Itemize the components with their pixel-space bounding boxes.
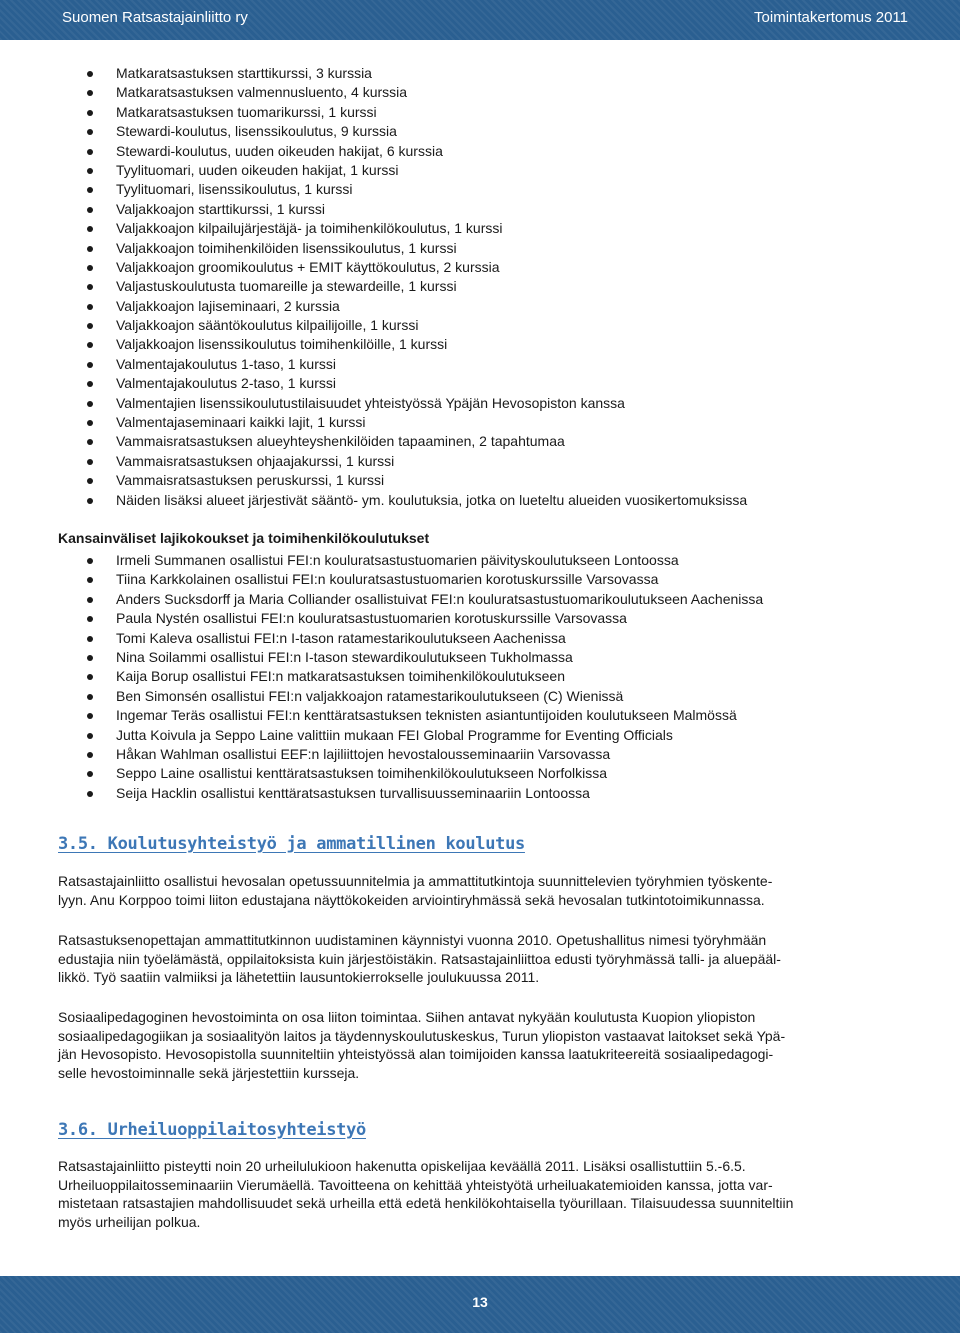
bullet-icon [87,129,93,135]
list-item-text: Matkaratsastuksen starttikurssi, 3 kurssia [116,65,372,81]
bullet-icon [87,498,93,504]
paragraph [58,1008,908,1082]
bullet-icon [87,459,93,465]
list-item [58,258,918,277]
list-item [58,764,918,783]
paragraph-line: Ratsastajainliitto osallistui hevosalan opetussuunnitelmia ja ammattitutkintoja suunnittelevien työryhmien työskente- [58,873,773,889]
list-item-text: Valmentajakoulutus 1-taso, 1 kurssi [116,355,336,372]
section-3-5-paragraph-1 [58,872,918,909]
bullet-icon [87,284,93,290]
list-item-text: Valjakkoajon lisenssikoulutus toimihenkilöille, 1 kurssi [116,336,448,353]
bullet-icon [87,636,93,642]
section-3-5-title: 3.5. Koulutusyhteistyö ja ammatillinen koulutus [58,834,525,854]
bullet-icon [87,752,93,758]
list-item [58,726,918,745]
bullet-icon [87,733,93,739]
list-item [58,277,918,296]
list-item-text: Valjastuskoulutusta tuomareille ja stewardeille, 1 kurssi [116,278,457,295]
list-item [58,609,918,628]
list-item [58,200,918,219]
header-report-title: Toimintakertomus 2011 [754,9,908,26]
paragraph-line: Ratsastuksenopettajan ammattitutkinnon uudistaminen käynnistyi vuonna 2010. Opetushallitus nimesi työryhmään [58,932,767,948]
list-item [58,180,918,199]
section-3-6-title: 3.6. Urheiluoppilaitosyhteistyö [58,1120,366,1140]
international-list [58,551,918,803]
list-item [58,219,918,238]
section-3-5 [58,834,918,854]
paragraph-line: Urheiluoppilaitosseminaariin Vierumäellä. Tavoitteena on kehittää yhteistyötä urheiluakatemioiden kanssa, jotta var- [58,1176,773,1193]
list-item-text: Stewardi-koulutus, uuden oikeuden hakijat, 6 kurssia [116,142,443,159]
bullet-icon [87,381,93,387]
bullet-icon [87,439,93,445]
list-item-text: Tiina Karkkolainen osallistui FEI:n kouluratsastustuomarien korotuskurssille Varsovassa [116,571,659,588]
list-item [58,432,918,451]
paragraph-line: Ratsastajainliitto pisteytti noin 20 urheilulukioon hakenutta opiskelijaa keväällä 2011. Lisäksi osallistuttiin 5.-6.5. [58,1158,746,1174]
list-item [58,355,918,374]
list-item-text: Valjakkoajon lajiseminaari, 2 kurssia [116,297,340,314]
list-item-text: Valmentajien lisenssikoulutustilaisuudet yhteistyössä Ypäjän Hevosopiston kanssa [116,394,625,411]
list-item-text: Valjakkoajon sääntökoulutus kilpailijoille, 1 kurssi [116,317,419,334]
list-item-text: Seija Hacklin osallistui kenttäratsastuksen turvallisuusseminaariin Lontoossa [116,784,590,801]
bullet-icon [87,71,93,77]
list-item-text: Valmentajaseminaari kaikki lajit, 1 kurssi [116,414,366,431]
list-item-text: Håkan Wahlman osallistui EEF:n lajiliittojen hevostalousseminaariin Varsovassa [116,745,611,762]
list-item [58,316,918,335]
paragraph-line: Sosiaalipedagoginen hevostoiminta on osa liiton toimintaa. Siihen antavat nykyään koulutusta Kuopion yliopiston [58,1009,756,1025]
list-item-text: Vammaisratsastuksen ohjaajakurssi, 1 kurssi [116,452,395,469]
course-list-section [58,64,918,510]
list-item [58,648,918,667]
bullet-icon [87,655,93,661]
paragraph [58,931,908,987]
list-item-text: Valjakkoajon toimihenkilöiden lisenssikoulutus, 1 kurssi [116,239,457,256]
list-item [58,551,918,570]
bullet-icon [87,558,93,564]
page-header [0,0,960,40]
page-footer [0,1276,960,1333]
list-item-text: Vammaisratsastuksen peruskurssi, 1 kurssi [116,472,385,489]
paragraph-line: likkö. Työ saatiin valmiiksi ja lähetettiin lausuntokierrokselle joulukuussa 2011. [58,969,540,986]
header-organization: Suomen Ratsastajainliitto ry [62,9,248,26]
list-item-text: Valjakkoajon groomikoulutus + EMIT käyttökoulutus, 2 kurssia [116,258,500,275]
list-item [58,297,918,316]
bullet-icon [87,265,93,271]
bullet-icon [87,616,93,622]
list-item-text: Tyylituomari, uuden oikeuden hakijat, 1 kurssi [116,161,399,178]
list-item-text: Tomi Kaleva osallistui FEI:n I-tason ratamestarikoulutukseen Aachenissa [116,629,566,646]
paragraph-line: myös urheilijan polkua. [58,1213,201,1230]
list-item-text: Näiden lisäksi alueet järjestivät sääntö- ym. koulutuksia, jotka on lueteltu alueiden vuosikertomuksissa [116,491,748,508]
list-item [58,471,918,490]
list-item [58,491,918,510]
list-item-text: Nina Soilammi osallistui FEI:n I-tason stewardikoulutukseen Tukholmassa [116,648,573,665]
bullet-icon [87,674,93,680]
list-item-text: Valmentajakoulutus 2-taso, 1 kurssi [116,375,336,392]
list-item [58,83,918,102]
bullet-icon [87,362,93,368]
bullet-icon [87,226,93,232]
section-3-5-paragraph-2 [58,931,918,987]
bullet-icon [87,401,93,407]
list-item-text: Vammaisratsastuksen alueyhteyshenkilöiden tapaaminen, 2 tapahtumaa [116,433,565,450]
international-section [58,529,918,803]
list-item-text: Stewardi-koulutus, lisenssikoulutus, 9 kurssia [116,123,397,140]
list-item-text: Ingemar Teräs osallistui FEI:n kenttäratsastuksen teknisten asiantuntijoiden koulutukseen Malmössä [116,707,737,724]
list-item [58,161,918,180]
list-item [58,706,918,725]
list-item [58,394,918,413]
bullet-icon [87,577,93,583]
paragraph [58,872,908,909]
list-item-text: Paula Nystén osallistui FEI:n kouluratsastustuomarien korotuskurssille Varsovassa [116,610,627,627]
list-item-text: Valjakkoajon starttikurssi, 1 kurssi [116,200,326,217]
list-item [58,142,918,161]
international-heading: Kansainväliset lajikokoukset ja toimihenkilökoulutukset [58,530,430,546]
bullet-icon [87,771,93,777]
list-item [58,570,918,589]
bullet-icon [87,304,93,310]
list-item-text: Jutta Koivula ja Seppo Laine valittiin mukaan FEI Global Programme for Eventing Officials [116,726,673,743]
paragraph-line: mistetaan ratsastajien mahdollisuudet sekä urheilla että edetä henkilökohtaisella työurillaan. Tilaisuudessa suunniteltiin [58,1195,794,1212]
list-item [58,452,918,471]
bullet-icon [87,323,93,329]
list-item [58,64,918,83]
list-item-text: Anders Sucksdorff ja Maria Colliander osallistuivat FEI:n kouluratsastustuomarikoulutukseen Aachenissa [116,590,764,607]
paragraph [58,1157,908,1231]
list-item-text: Irmeli Summanen osallistui FEI:n kouluratsastustuomarien päivityskoulutukseen Lontoossa [116,552,679,568]
list-item [58,784,918,803]
list-item [58,667,918,686]
list-item-text: Matkaratsastuksen tuomarikurssi, 1 kurssi [116,103,377,120]
section-3-6-paragraph-1 [58,1157,918,1231]
list-item [58,413,918,432]
bullet-icon [87,149,93,155]
bullet-icon [87,342,93,348]
list-item-text: Kaija Borup osallistui FEI:n matkaratsastuksen toimihenkilökoulutukseen [116,668,566,685]
bullet-icon [87,791,93,797]
bullet-icon [87,420,93,426]
bullet-icon [87,597,93,603]
paragraph-line: selle hevostoiminnalle sekä järjestettiin kursseja. [58,1064,360,1081]
list-item-text: Tyylituomari, lisenssikoulutus, 1 kurssi [116,181,353,198]
paragraph-line: lyyn. Anu Korppoo toimi liiton edustajana näyttökokeiden arviointiryhmässä sekä hevosalan tutkintotoimikunnassa. [58,891,765,908]
section-3-6 [58,1120,918,1140]
list-item [58,745,918,764]
bullet-icon [87,713,93,719]
paragraph-line: jän Hevosopisto. Hevosopistolla suunniteltiin yhteistyössä alan toimijoiden kanssa laatukriteereitä sosiaalipedagogi- [58,1046,774,1063]
section-3-5-paragraph-3 [58,1008,918,1082]
list-item [58,335,918,354]
list-item [58,687,918,706]
list-item [58,239,918,258]
course-list [58,64,918,510]
page-number: 13 [472,1294,488,1310]
paragraph-line: edustajia niin työelämästä, oppilaitoksista kuin järjestöistäkin. Ratsastajainliittoa edusti työryhmässä talli- ja aluepääl- [58,950,781,967]
bullet-icon [87,246,93,252]
list-item [58,374,918,393]
list-item [58,590,918,609]
bullet-icon [87,478,93,484]
list-item-text: Valjakkoajon kilpailujärjestäjä- ja toimihenkilökoulutus, 1 kurssi [116,220,503,237]
bullet-icon [87,187,93,193]
bullet-icon [87,110,93,116]
list-item [58,122,918,141]
bullet-icon [87,168,93,174]
bullet-icon [87,207,93,213]
list-item [58,629,918,648]
list-item [58,103,918,122]
bullet-icon [87,90,93,96]
paragraph-line: sosiaalipedagogiikan ja sosiaalityön laitos ja täydennyskoulutuskeskus, Turun yliopiston vastaavat laitokset sekä Ypä- [58,1027,786,1044]
bullet-icon [87,694,93,700]
list-item-text: Ben Simonsén osallistui FEI:n valjakkoajon ratamestarikoulutukseen (C) Wienissä [116,687,624,704]
list-item-text: Matkaratsastuksen valmennusluento, 4 kurssia [116,84,408,101]
list-item-text: Seppo Laine osallistui kenttäratsastuksen toimihenkilökoulutukseen Norfolkissa [116,765,608,782]
